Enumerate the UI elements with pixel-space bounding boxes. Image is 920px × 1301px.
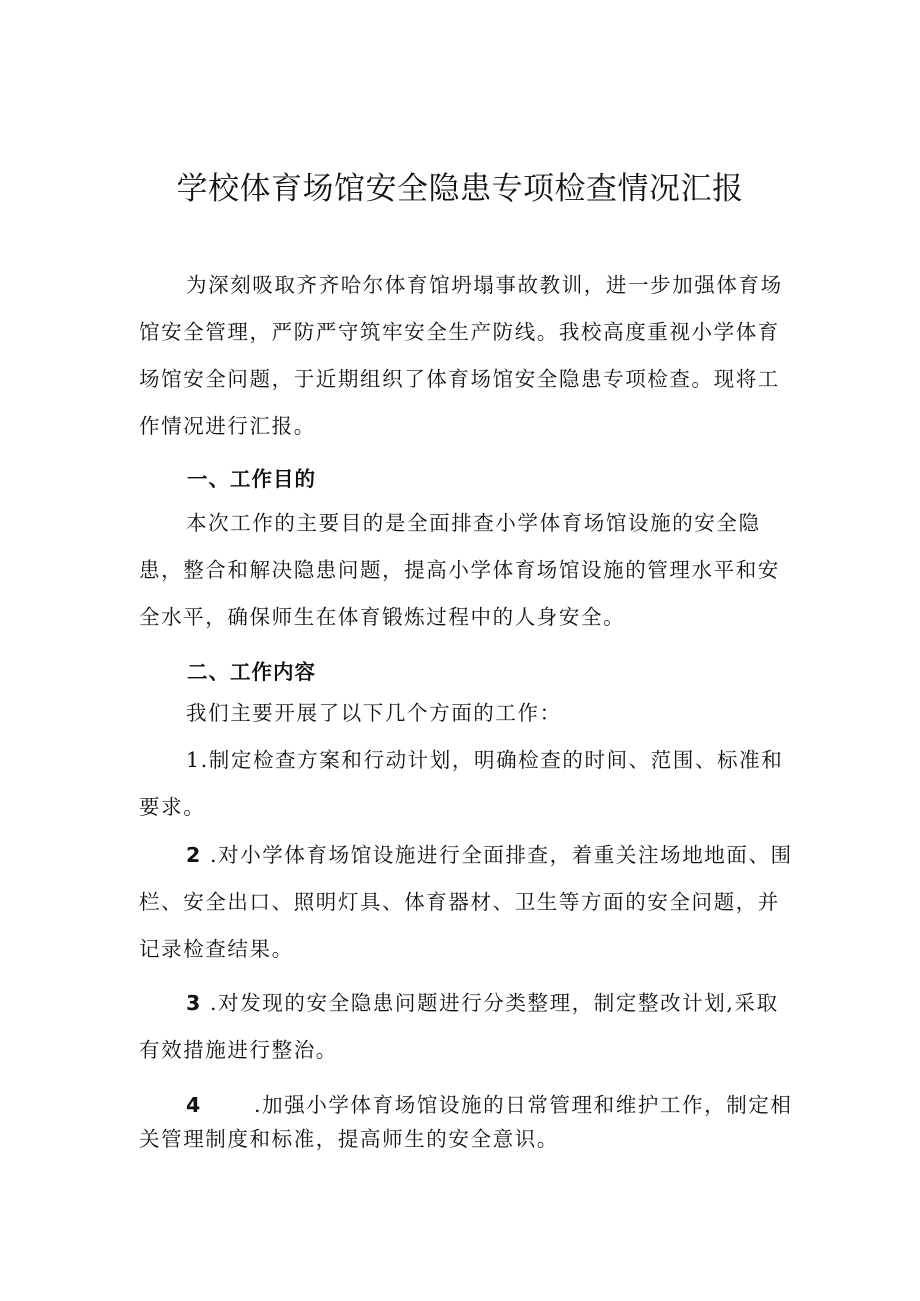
document-title: 学校体育场馆安全隐患专项检查情况汇报 bbox=[176, 171, 744, 207]
list-item-number: 4 bbox=[186, 1093, 202, 1117]
list-item-text: .加强小学体育场馆设施的日常管理和维护工作，制定相关管理制度和标准，提高师生的安全意识。 bbox=[139, 1093, 793, 1151]
list-item bbox=[139, 980, 799, 1074]
list-item-text: .制定检查方案和行动计划，明确检查的时间、范围、标准和要求。 bbox=[139, 748, 784, 819]
purpose-paragraph: 本次工作的主要目的是全面排查小学体育场馆设施的安全隐患，整合和解决隐患问题，提高小学体育场馆设施的管理水平和安全水平，确保师生在体育锻炼过程中的人身安全。 bbox=[139, 511, 780, 629]
list-item-text: .对发现的安全隐患问题进行分类整理，制定整改计划,采取有效措施进行整治。 bbox=[139, 991, 779, 1062]
intro-paragraph: 为深刻吸取齐齐哈尔体育馆坍塌事故教训，进一步加强体育场馆安全管理，严防严守筑牢安全生产防线。我校高度重视小学体育场馆安全问题，于近期组织了体育场馆安全隐患专项检查。现将工作情况进行汇报。 bbox=[139, 273, 783, 438]
list-item bbox=[139, 737, 799, 831]
list-item-text: .对小学体育场馆设施进行全面排查，着重关注场地地面、围栏、安全出口、照明灯具、体育器材、卫生等方面的安全问题，并记录检查结果。 bbox=[139, 843, 793, 961]
section-heading-purpose: 一、工作目的 bbox=[187, 467, 316, 491]
list-item-number: 3 bbox=[186, 991, 202, 1015]
list-item-number: 1 bbox=[186, 748, 201, 772]
list-item bbox=[139, 832, 799, 973]
list-item-number: 2 bbox=[186, 843, 202, 867]
list-item bbox=[139, 1088, 799, 1156]
section-heading-content: 二、工作内容 bbox=[187, 660, 316, 684]
content-lead-paragraph: 我们主要开展了以下几个方面的工作： bbox=[186, 701, 562, 725]
